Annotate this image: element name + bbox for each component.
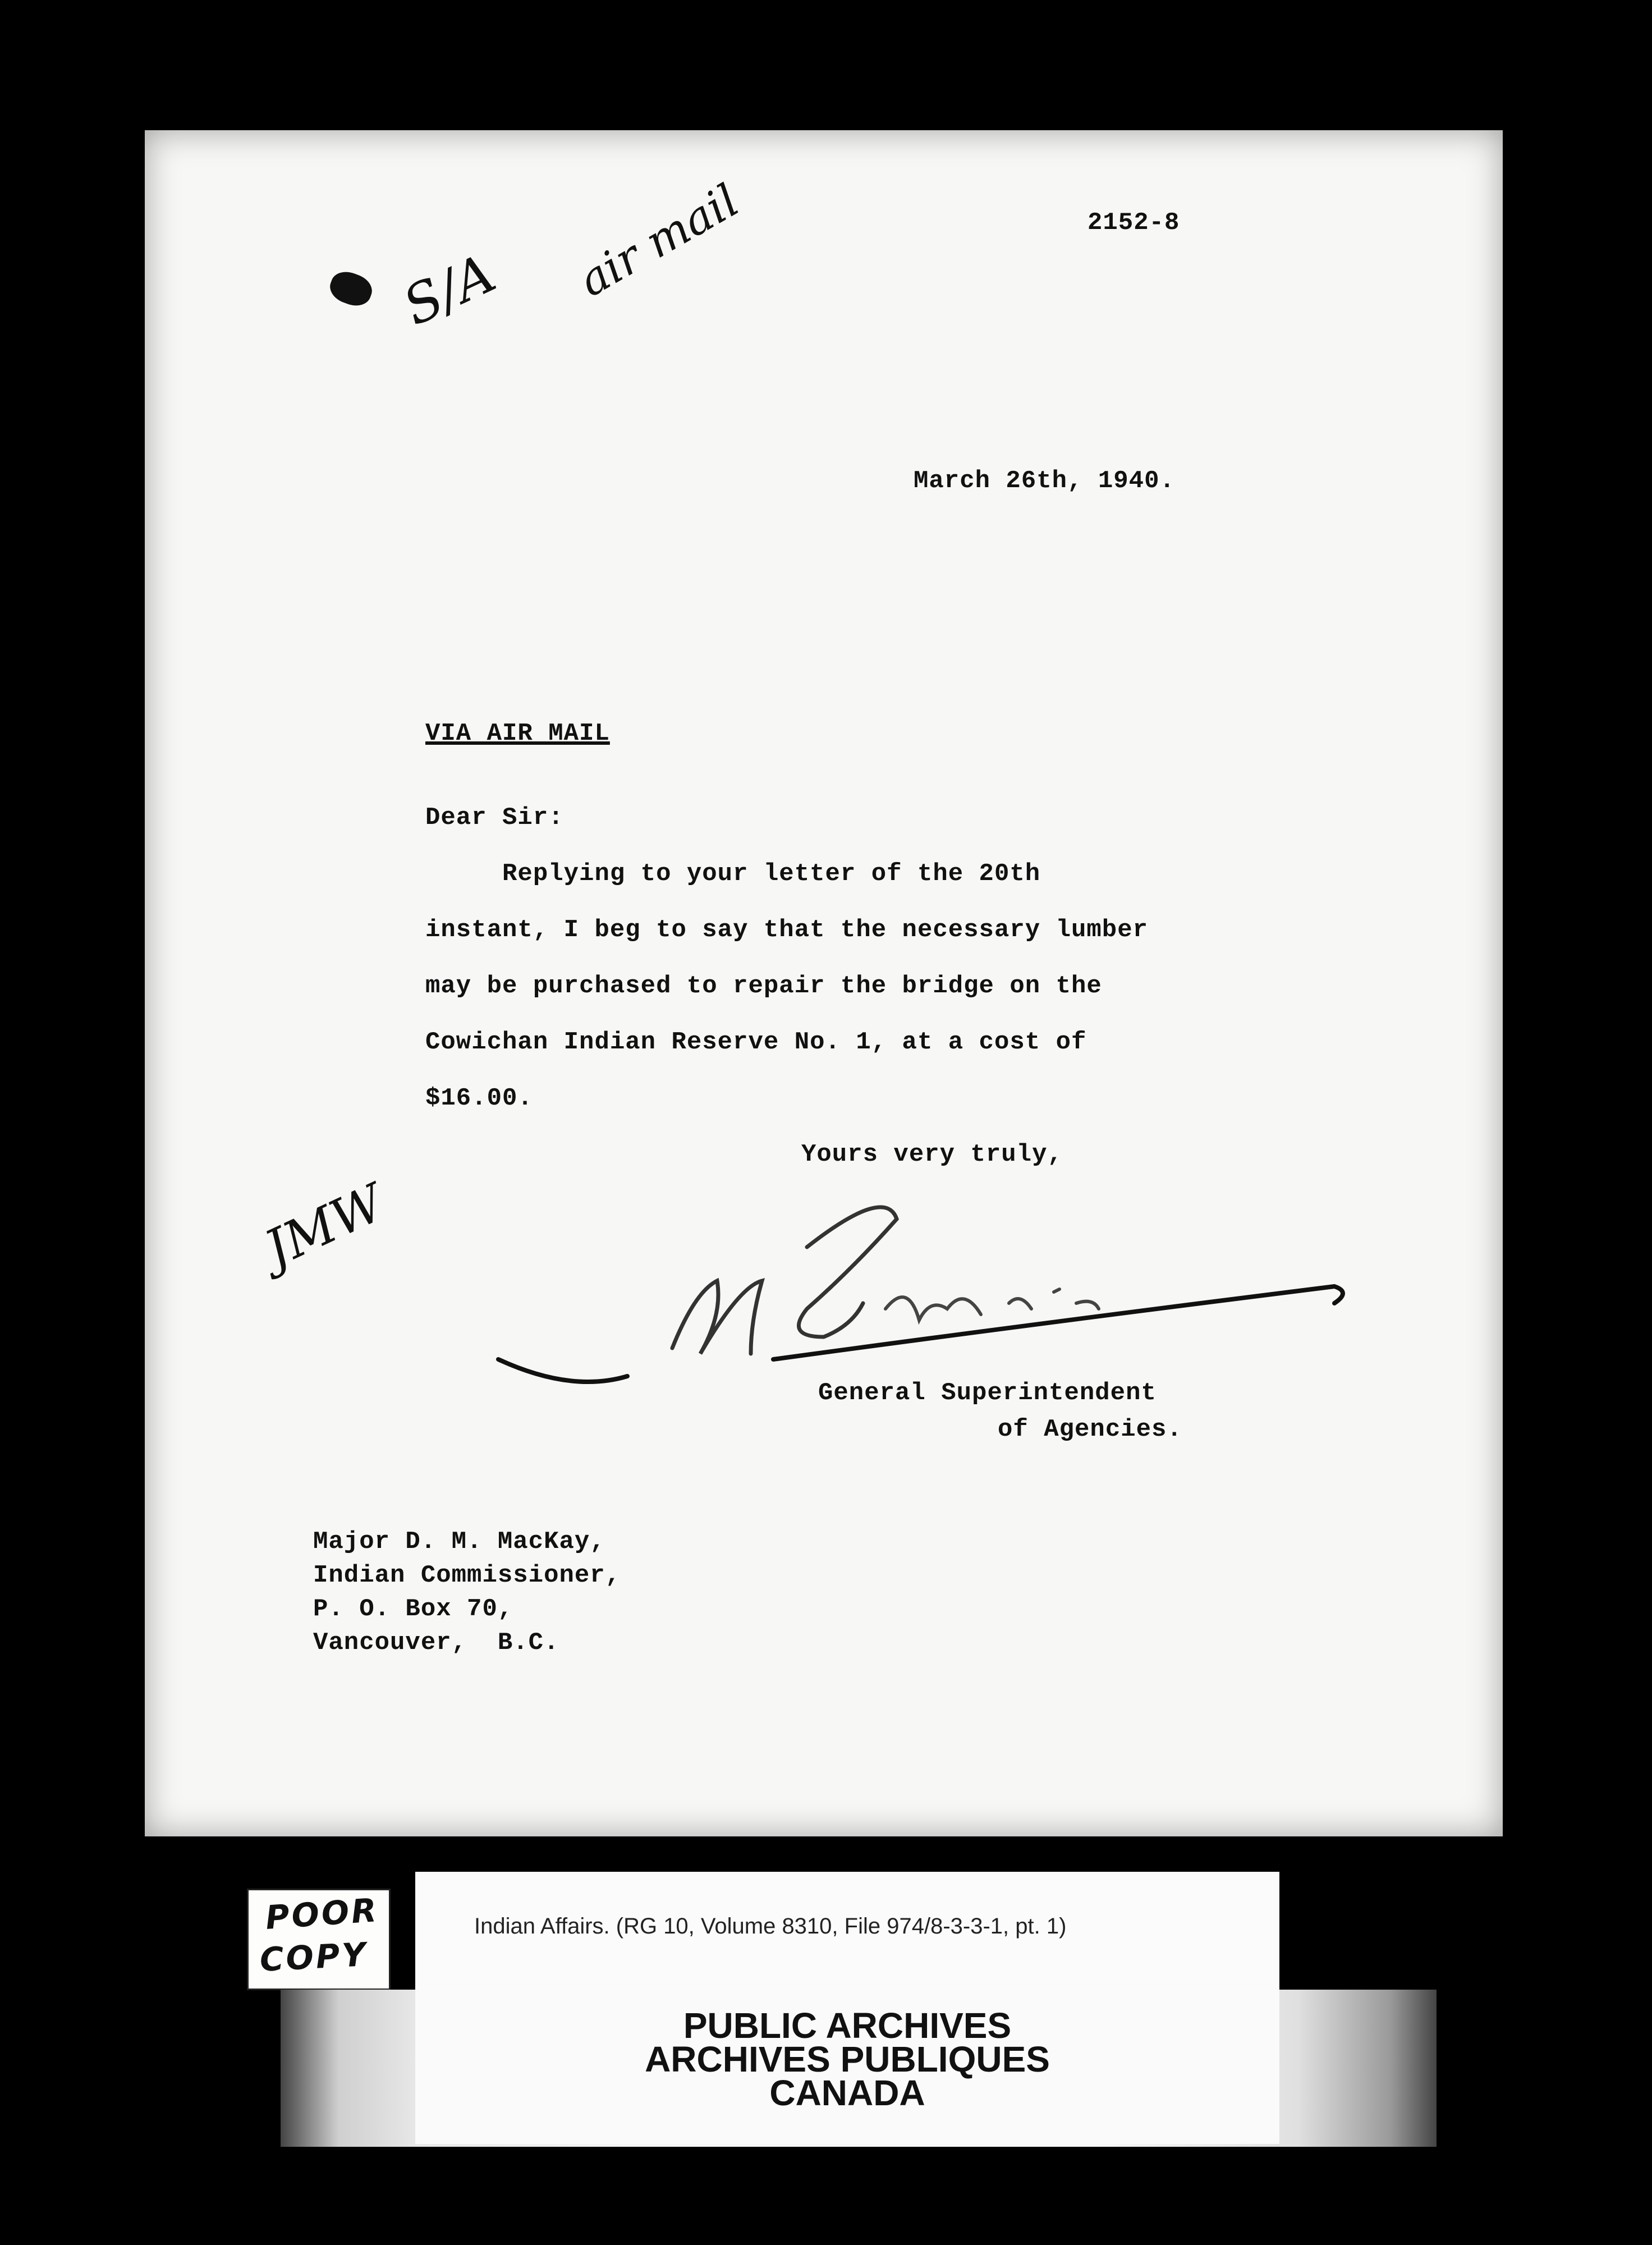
body-line: Replying to your letter of the 20th [425, 860, 1041, 888]
letter-date: March 26th, 1940. [914, 467, 1175, 495]
handwritten-note: S/A [394, 242, 505, 338]
delivery-method: VIA AIR MAIL [425, 720, 610, 748]
letter-page [145, 130, 1503, 1836]
recipient-line: Vancouver, B.C. [313, 1629, 559, 1657]
handwritten-initials: JMW [256, 1173, 393, 1279]
recipient-line: Major D. M. MacKay, [313, 1528, 605, 1556]
signature-icon [459, 1169, 1413, 1404]
poor-copy-text: POOR [264, 1891, 380, 1937]
signature-title: General Superintendent [818, 1379, 1157, 1407]
recipient-line: P. O. Box 70, [313, 1595, 513, 1623]
reference-label [415, 1872, 1279, 1990]
body-line: $16.00. [425, 1084, 533, 1112]
poor-copy-text: COPY [259, 1935, 369, 1979]
reference-text: Indian Affairs. (RG 10, Volume 8310, File 974/8-3-3-1, pt. 1) [474, 1914, 1067, 1939]
body-line: instant, I beg to say that the necessary lumber [425, 916, 1149, 944]
ink-blot [326, 267, 376, 310]
archives-stamp [415, 1990, 1279, 2144]
closing: Yours very truly, [801, 1140, 1063, 1169]
recipient-line: Indian Commissioner, [313, 1561, 621, 1589]
archives-line: PUBLIC ARCHIVES [683, 2005, 1012, 2046]
file-number: 2152-8 [1087, 209, 1180, 237]
poor-copy-label [247, 1889, 391, 1990]
signature-title: of Agencies. [998, 1415, 1182, 1444]
handwritten-air-mail-note: air mail [570, 174, 748, 307]
archives-line: ARCHIVES PUBLIQUES [645, 2039, 1050, 2079]
body-line: may be purchased to repair the bridge on the [425, 972, 1102, 1000]
body-line: Cowichan Indian Reserve No. 1, at a cost of [425, 1028, 1087, 1056]
salutation: Dear Sir: [425, 804, 564, 832]
archives-line: CANADA [769, 2073, 925, 2113]
